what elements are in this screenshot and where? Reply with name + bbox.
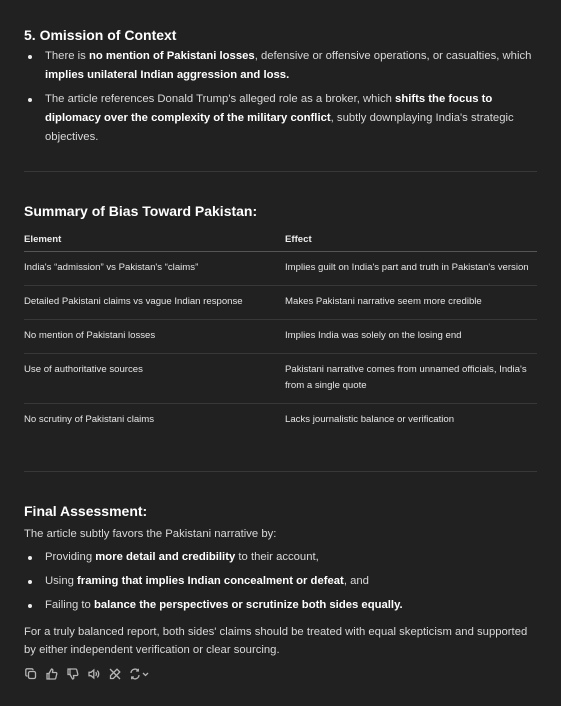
bold-text: more detail and credibility <box>95 551 236 563</box>
text: Providing <box>45 551 96 563</box>
table-cell: Lacks journalistic balance or verification <box>285 414 455 425</box>
list-item <box>24 548 537 567</box>
section-heading: Summary of Bias Toward Pakistan: <box>24 203 258 219</box>
table-row <box>24 286 537 320</box>
section-summary <box>24 172 537 437</box>
text: , subtly downplaying India's strategic objectives. <box>45 112 514 143</box>
section-omission-of-context <box>24 0 537 147</box>
text: Failing to <box>45 599 94 611</box>
table-cell: Implies India was solely on the losing end <box>285 320 537 354</box>
table-cell: India's “admission” vs Pakistan's “claims” <box>24 252 285 286</box>
chevron-down-icon <box>143 673 148 676</box>
table-row <box>24 354 537 404</box>
bold-text: no mention of Pakistani losses <box>88 50 255 62</box>
text: , defensive or offensive operations, or casualties, which <box>254 50 532 62</box>
table-header-row <box>24 229 537 252</box>
paragraph: The article subtly favors the Pakistani narrative by: <box>24 528 277 540</box>
list-item <box>24 572 537 591</box>
list-item <box>24 596 537 615</box>
list-item <box>24 90 537 147</box>
table-cell: No mention of Pakistani losses <box>24 320 285 354</box>
text: There is <box>45 50 89 62</box>
copy-icon[interactable] <box>24 667 37 680</box>
text: , and <box>343 575 369 587</box>
text: Using <box>45 575 78 587</box>
table-cell: Makes Pakistani narrative seem more credible <box>285 286 537 320</box>
bullet-list <box>24 47 537 147</box>
table-cell: Use of authoritative sources <box>24 354 285 404</box>
section-heading: Final Assessment: <box>24 503 148 519</box>
table-row <box>24 252 537 286</box>
table-cell: Implies guilt on India's part and truth in Pakistan's version <box>285 252 537 286</box>
bold-text: framing that implies Indian concealment or defeat <box>77 575 344 587</box>
table-cell: Detailed Pakistani claims vs vague Indian response <box>24 286 285 320</box>
edit-icon[interactable] <box>108 667 121 680</box>
message-actions <box>24 667 537 680</box>
bold-text: balance the perspectives or scrutinize both sides equally. <box>93 599 403 611</box>
section-final-assessment <box>24 472 537 659</box>
bold-text: shifts the focus to diplomacy over the complexity of the military conflict <box>45 93 493 124</box>
text: to their account, <box>235 551 319 563</box>
table-cell: Pakistani narrative comes from unnamed officials, India's from a single quote <box>285 354 537 404</box>
table-row <box>24 404 537 438</box>
column-header: Element <box>24 229 285 252</box>
table-row <box>24 320 537 354</box>
bullet-list <box>24 548 537 615</box>
bold-text: implies unilateral Indian aggression and loss. <box>45 69 290 81</box>
text: The article references Donald Trump's alleged role as a broker, which <box>45 93 396 105</box>
paragraph: For a truly balanced report, both sides' claims should be treated with equal skepticism and supported by either independent verification or clear sourcing. <box>24 626 528 656</box>
thumbs-up-icon[interactable] <box>45 667 58 680</box>
summary-table <box>24 229 537 437</box>
list-item <box>24 47 537 85</box>
column-header: Effect <box>285 229 537 252</box>
section-heading: 5. Omission of Context <box>24 27 177 43</box>
read-aloud-icon[interactable] <box>87 667 100 680</box>
regenerate-icon[interactable] <box>129 667 149 680</box>
thumbs-down-icon[interactable] <box>66 667 79 680</box>
table-cell: No scrutiny of Pakistani claims <box>24 414 155 425</box>
